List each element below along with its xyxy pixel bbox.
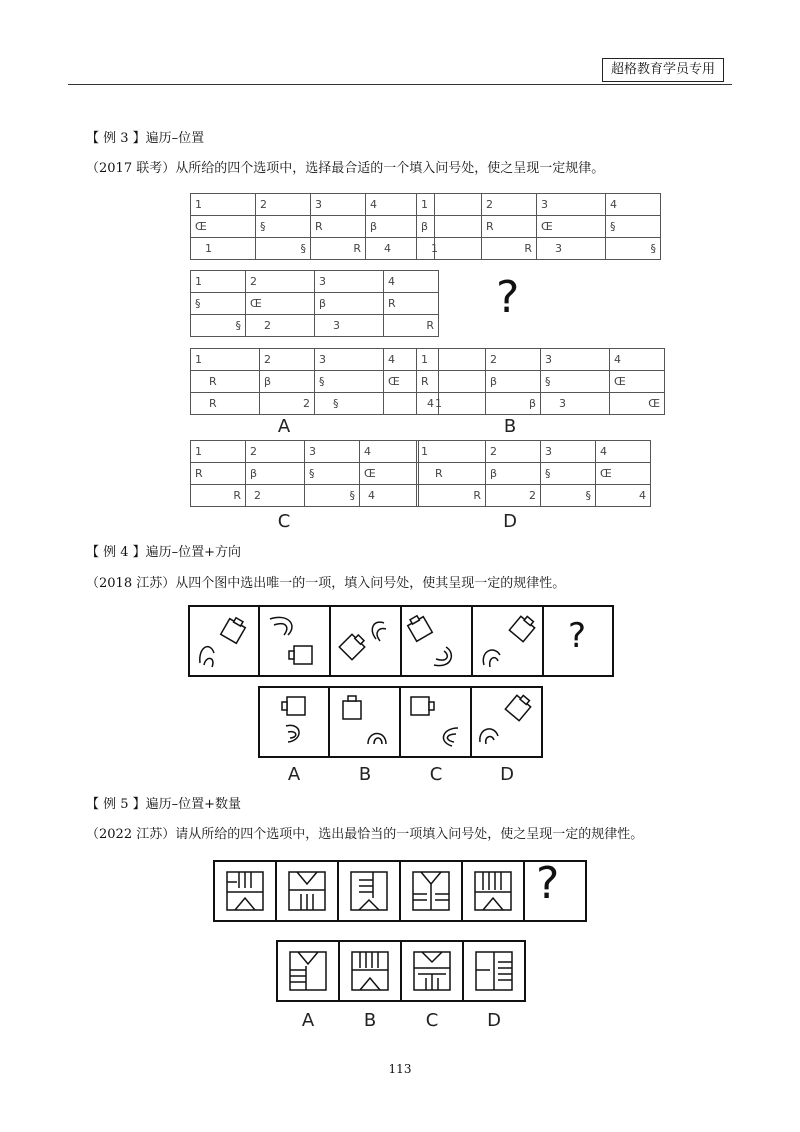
- example4-label-c: C: [429, 764, 443, 785]
- example4-sequence-figures: [188, 605, 614, 677]
- example3-grid-3: [190, 270, 439, 337]
- example4-label-b: B: [358, 764, 372, 785]
- line-figure-icon: [352, 952, 388, 990]
- cell: 4: [360, 441, 419, 463]
- cell: 3: [305, 441, 360, 463]
- cell: β: [315, 293, 384, 315]
- cell: 2: [260, 349, 315, 371]
- cell: 4: [596, 441, 651, 463]
- cell: 1: [417, 238, 482, 260]
- cell: β: [486, 371, 541, 393]
- flag-shape-icon: [339, 631, 367, 659]
- cell: Œ: [360, 463, 419, 485]
- cell: §: [541, 463, 596, 485]
- cell: 1: [191, 238, 256, 260]
- cell: R: [384, 293, 439, 315]
- example5-label-b: B: [363, 1010, 377, 1031]
- cell: 4: [384, 393, 439, 415]
- cell: 1: [191, 271, 246, 293]
- cell: 1: [417, 441, 486, 463]
- example5-question: （2022 江苏）请从所给的四个选项中，选出最恰当的一项填入问号处，使之呈现一定的规律性。: [86, 827, 644, 842]
- flag-shape-icon: [505, 692, 533, 720]
- flag-shape-icon: [221, 615, 248, 643]
- flag-shape-icon: [406, 613, 433, 641]
- line-figure-icon: [289, 872, 325, 910]
- cell: §: [305, 485, 360, 507]
- header-divider: [68, 84, 732, 85]
- cell: §: [606, 238, 661, 260]
- cell: β: [366, 216, 435, 238]
- flag-shape-icon: [289, 646, 312, 664]
- cell: §: [541, 371, 610, 393]
- cell: 4: [366, 194, 435, 216]
- cell: 2: [256, 194, 311, 216]
- cell: β: [417, 216, 482, 238]
- curved-arrow-icon: [480, 729, 498, 744]
- flag-shape-icon: [411, 697, 434, 715]
- cell: 1: [417, 349, 486, 371]
- example5-label-c: C: [425, 1010, 439, 1031]
- cell: 3: [315, 315, 384, 337]
- line-figure-icon: [414, 952, 450, 990]
- curved-arrow-icon: [434, 647, 451, 666]
- option-c-label: C: [277, 511, 291, 532]
- example3-question-mark: ?: [496, 272, 520, 323]
- cell: §: [305, 463, 360, 485]
- line-figure-icon: [475, 872, 511, 910]
- cell: 1: [417, 393, 486, 415]
- cell: 2: [482, 194, 537, 216]
- cell: R: [417, 485, 486, 507]
- cell: β: [246, 463, 305, 485]
- cell: R: [482, 216, 537, 238]
- cell: 4: [596, 485, 651, 507]
- example5-sequence-figures: [213, 860, 587, 922]
- cell: 1: [417, 194, 482, 216]
- line-figure-icon: [413, 872, 449, 910]
- option-b-label: B: [503, 416, 517, 437]
- cell: 2: [486, 349, 541, 371]
- example3-question: （2017 联考）从所给的四个选项中，选择最合适的一个填入问号处，使之呈现一定规律。: [86, 161, 605, 176]
- page-number: 113: [388, 1062, 412, 1076]
- example3-option-c[interactable]: [190, 440, 419, 507]
- cell: §: [315, 393, 384, 415]
- cell: 2: [246, 441, 305, 463]
- curved-arrow-icon: [200, 647, 214, 667]
- example5-question-mark: ?: [536, 858, 560, 909]
- cell: §: [191, 293, 246, 315]
- header-tag: 超格教育学员专用: [602, 58, 724, 82]
- cell: §: [191, 315, 246, 337]
- curved-arrow-icon: [372, 622, 386, 641]
- example5-label-a: A: [301, 1010, 315, 1031]
- cell: 3: [537, 238, 606, 260]
- cell: Œ: [384, 371, 439, 393]
- cell: Œ: [537, 216, 606, 238]
- cell: R: [191, 393, 260, 415]
- cell: R: [417, 463, 486, 485]
- example4-question: （2018 江苏）从四个图中选出唯一的一项，填入问号处，使其呈现一定的规律性。: [86, 576, 566, 591]
- cell: Œ: [610, 371, 665, 393]
- example4-label-d: D: [500, 764, 514, 785]
- cell: 3: [311, 194, 366, 216]
- cell: 2: [246, 315, 315, 337]
- line-figure-icon: [290, 952, 326, 990]
- cell: 3: [315, 349, 384, 371]
- cell: 4: [606, 194, 661, 216]
- curved-arrow-icon: [483, 650, 500, 667]
- flag-shape-icon: [509, 613, 537, 641]
- line-figure-icon: [227, 872, 263, 910]
- example4-label-a: A: [287, 764, 301, 785]
- cell: R: [311, 238, 366, 260]
- cell: 3: [541, 393, 610, 415]
- option-a-label: A: [277, 416, 291, 437]
- line-figure-icon: [476, 952, 512, 990]
- cell: 3: [315, 271, 384, 293]
- cell: 4: [610, 349, 665, 371]
- cell: Œ: [191, 216, 256, 238]
- cell: §: [541, 485, 596, 507]
- cell: 2: [486, 485, 541, 507]
- example4-heading: 【 例 4 】遍历–位置+方向: [86, 545, 242, 560]
- cell: 4: [360, 485, 419, 507]
- cell: R: [191, 371, 260, 393]
- curved-arrow-icon: [443, 728, 458, 746]
- cell: §: [606, 216, 661, 238]
- cell: §: [256, 238, 311, 260]
- curved-arrow-icon: [368, 734, 386, 745]
- cell: 3: [541, 441, 596, 463]
- example5-label-d: D: [487, 1010, 501, 1031]
- cell: 1: [191, 194, 256, 216]
- cell: §: [315, 371, 384, 393]
- cell: 4: [384, 271, 439, 293]
- curved-arrow-icon: [270, 617, 292, 635]
- example4-question-mark: ?: [568, 616, 587, 656]
- flag-shape-icon: [343, 696, 361, 719]
- cell: 3: [541, 349, 610, 371]
- cell: 3: [537, 194, 606, 216]
- cell: R: [191, 463, 246, 485]
- example5-heading: 【 例 5 】遍历–位置+数量: [86, 797, 242, 812]
- flag-shape-icon: [282, 697, 305, 715]
- example3-option-a[interactable]: [190, 348, 439, 415]
- cell: 2: [246, 271, 315, 293]
- cell: 2: [486, 441, 541, 463]
- cell: §: [256, 216, 311, 238]
- example3-heading: 【 例 3 】遍历–位置: [86, 131, 205, 146]
- cell: 1: [191, 349, 260, 371]
- cell: β: [260, 371, 315, 393]
- example5-option-figures[interactable]: [276, 940, 526, 1002]
- cell: 2: [260, 393, 315, 415]
- cell: 4: [384, 349, 439, 371]
- cell: R: [191, 485, 246, 507]
- example4-option-figures[interactable]: [258, 686, 543, 758]
- cell: Œ: [596, 463, 651, 485]
- curved-arrow-icon: [286, 725, 299, 742]
- cell: β: [486, 393, 541, 415]
- cell: R: [384, 315, 439, 337]
- cell: R: [417, 371, 486, 393]
- cell: Œ: [246, 293, 315, 315]
- cell: Œ: [610, 393, 665, 415]
- option-d-label: D: [503, 511, 517, 532]
- cell: 4: [366, 238, 435, 260]
- example3-option-d[interactable]: [416, 440, 651, 507]
- example3-grid-1: [190, 193, 435, 260]
- cell: 2: [246, 485, 305, 507]
- line-figure-icon: [351, 872, 387, 910]
- cell: β: [486, 463, 541, 485]
- example3-grid-2: [416, 193, 661, 260]
- cell: R: [311, 216, 366, 238]
- cell: 1: [191, 441, 246, 463]
- example3-option-b[interactable]: [416, 348, 665, 415]
- cell: R: [482, 238, 537, 260]
